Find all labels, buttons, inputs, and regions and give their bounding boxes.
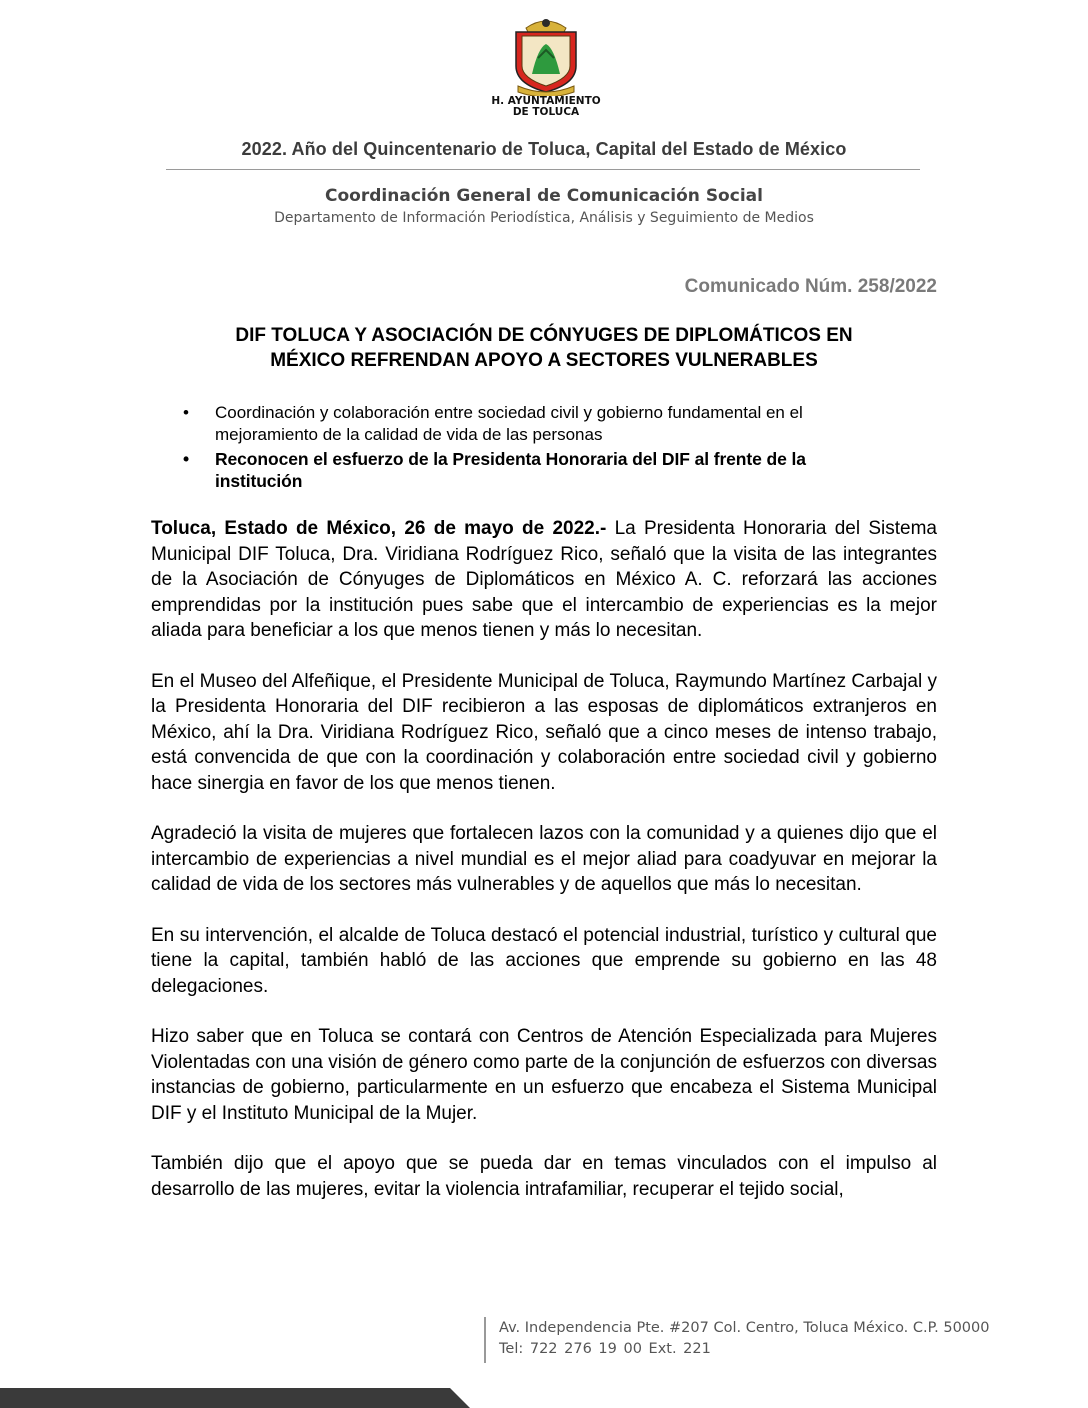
headline-line-2: MÉXICO REFRENDAN APOYO A SECTORES VULNERABLES [270,350,818,371]
article-body [151,516,937,1227]
header-divider [166,169,920,170]
headline-line-1: DIF TOLUCA Y ASOCIACIÓN DE CÓNYUGES DE DIPLOMÁTICOS EN [235,325,853,346]
coordination-title: Coordinación General de Comunicación Social [325,186,763,206]
footer-band [0,1388,470,1408]
paragraph: Agradeció la visita de mujeres que fortalecen lazos con la comunidad y a quienes dijo que el intercambio de experiencias a nivel mundial es el mejor aliad para coadyuvar en mejorar la calidad de vida de los sectores más vulnerables y de aquellos que más lo necesitan. [151,823,937,895]
logo-caption-line2: DE TOLUCA [512,106,580,118]
footer-phone: Tel: 722 276 19 00 Ext. 221 [499,1341,711,1357]
dateline: Toluca, Estado de México, 26 de mayo de 2022.- [151,518,607,539]
paragraph: También dijo que el apoyo que se pueda dar en temas vinculados con el impulso al desarrollo de las mujeres, evitar la violencia intrafamiliar, recuperar el tejido social, [151,1153,937,1200]
toluca-coat-of-arms-logo [508,14,584,96]
paragraph: En el Museo del Alfeñique, el Presidente Municipal de Toluca, Raymundo Martínez Carbajal y la Presidenta Honoraria del DIF recibieron a las esposas de diplomáticos extranjeros en México, ahí la Dra. Viridiana Rodríguez Rico, señaló que a cinco meses de intenso trabajo, está convencida de que con la coordinación y colaboración entre sociedad civil y gobierno hace sinergia en favor de los que menos tienen. [151,670,937,794]
logo-caption [470,96,622,118]
bullet-dot-icon: • [183,403,189,422]
lead-paragraph [151,516,937,644]
bullet-dot-icon: • [183,449,190,469]
bullet-text: Coordinación y colaboración entre sociedad civil y gobierno fundamental en el mejoramiento de la calidad de vida de las personas [215,403,803,444]
footer-address: Av. Independencia Pte. #207 Col. Centro, Toluca México. C.P. 50000 [499,1320,990,1336]
department-subtitle: Departamento de Información Periodística, Análisis y Seguimiento de Medios [274,210,814,226]
footer-divider [484,1317,486,1363]
year-banner: 2022. Año del Quincentenario de Toluca, Capital del Estado de México [241,139,847,159]
lead-text: La Presidenta Honoraria del Sistema Municipal DIF Toluca, Dra. Viridiana Rodríguez Rico, señaló que la visita de las integrantes de la Asociación de Cónyuges de Diplomáticos en México A. C. reforzará las acciones emprendidas por la institución pues sabe que el intercambio de experiencias es la mejor aliada para beneficiar a los que menos tienen y más lo necesitan. [151,518,937,641]
bullet-text: Reconocen el esfuerzo de la Presidenta Honoraria del DIF al frente de la institución [215,449,806,491]
bullet-item [177,448,897,492]
logo-caption-line1: H. AYUNTAMIENTO [491,95,601,107]
bullet-item [177,402,897,446]
headline [150,323,938,373]
paragraph: En su intervención, el alcalde de Toluca destacó el potencial industrial, turístico y cultural que tiene la capital, también habló de las acciones que emprende su gobierno en las 48 delegaciones. [151,924,937,997]
summary-bullets [177,402,897,494]
paragraph: Hizo saber que en Toluca se contará con Centros de Atención Especializada para Mujeres Violentadas con una visión de género como parte de la conjunción de esfuerzos con diversas instancias de gobierno, particularmente en un esfuerzo que encabeza el Sistema Municipal DIF y el Instituto Municipal de la Mujer. [151,1026,937,1124]
press-release-number: Comunicado Núm. 258/2022 [684,276,937,297]
